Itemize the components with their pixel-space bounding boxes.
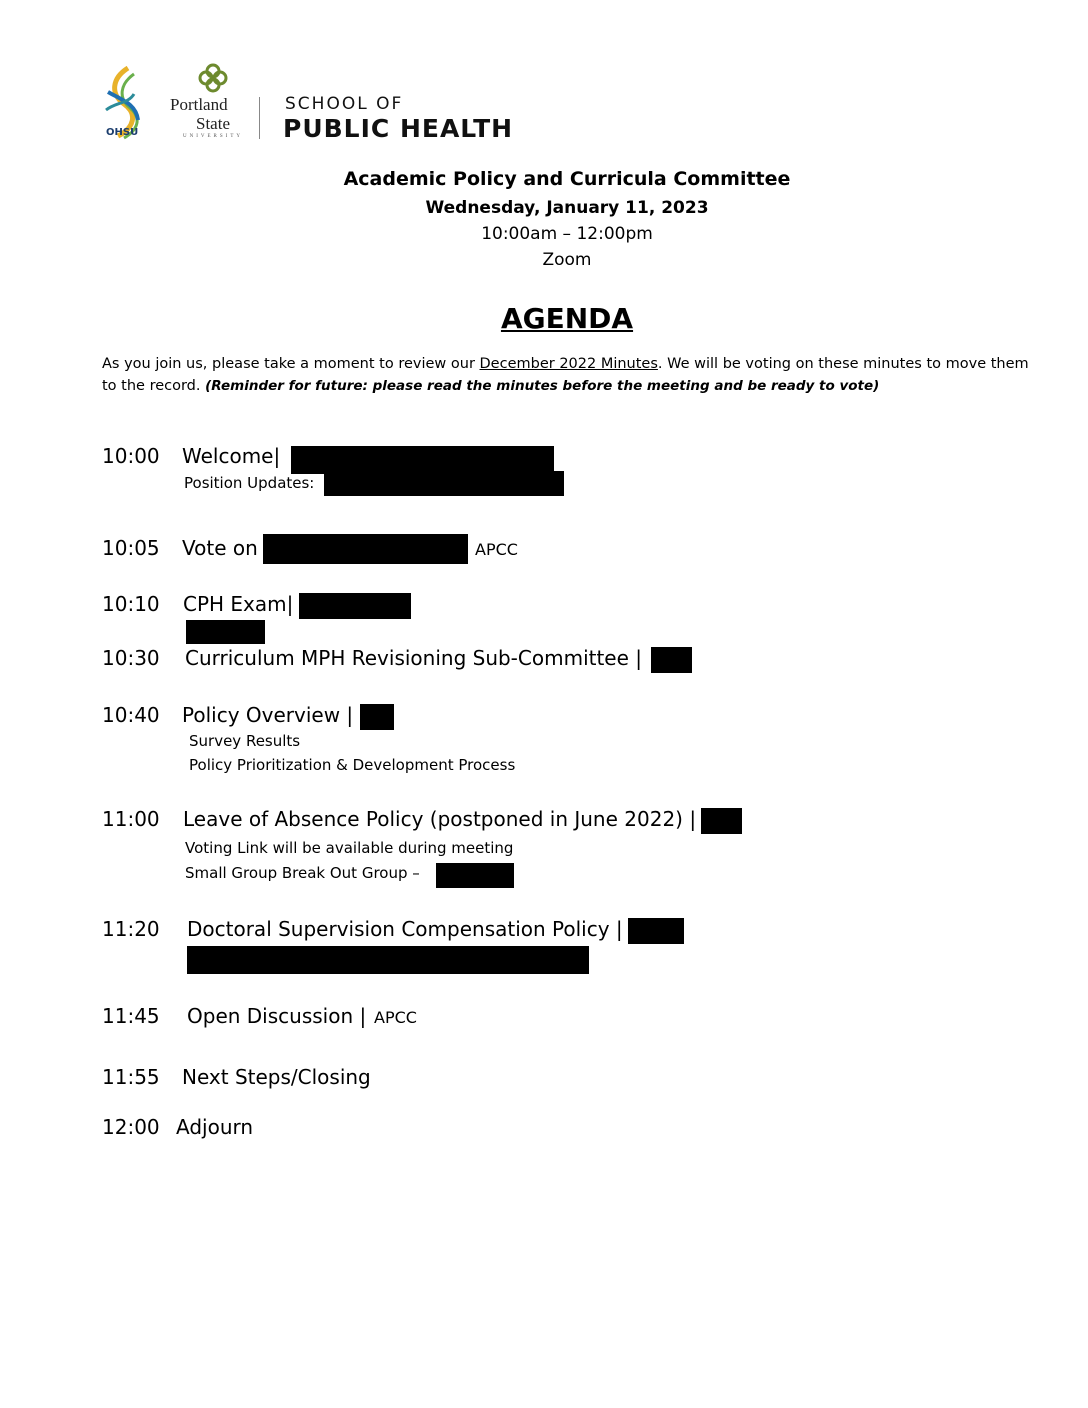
intro-reminder: (Reminder for future: please read the minutes before the meeting and be ready to vote) xyxy=(205,378,880,394)
redaction-box xyxy=(186,620,265,644)
intro-paragraph xyxy=(102,353,1037,397)
agenda-subitem: Small Group Break Out Group – xyxy=(185,864,420,882)
ohsu-label: OHSU xyxy=(106,127,139,138)
agenda-item-title: Next Steps/Closing xyxy=(182,1065,371,1089)
meeting-date: Wednesday, January 11, 2023 xyxy=(425,198,709,218)
public-health-label: PUBLIC HEALTH xyxy=(283,114,514,143)
agenda-item-title: Open Discussion | xyxy=(187,1004,367,1028)
agenda-item-title: Welcome| xyxy=(182,444,281,468)
agenda-subitem: Survey Results xyxy=(189,732,301,750)
committee-title: Academic Policy and Curricula Committee xyxy=(343,168,791,190)
agenda-item-owner: APCC xyxy=(475,540,518,559)
agenda-time: 10:00 xyxy=(102,444,160,468)
psu-wordmark-line1: Portland xyxy=(170,95,228,114)
agenda-time: 11:00 xyxy=(102,807,160,831)
agenda-item-title: Curriculum MPH Revisioning Sub-Committee | xyxy=(185,646,643,670)
agenda-item-title: Policy Overview | xyxy=(182,703,354,727)
meeting-location: Zoom xyxy=(542,250,592,270)
agenda-item-title: Vote on xyxy=(182,536,258,560)
redaction-box xyxy=(291,446,554,474)
meeting-time: 10:00am – 12:00pm xyxy=(481,224,653,244)
agenda-subitem: Position Updates: xyxy=(184,474,315,492)
agenda-item-title: CPH Exam| xyxy=(183,592,294,616)
intro-text-before: As you join us, please take a moment to review our xyxy=(102,356,480,372)
redaction-box xyxy=(360,704,394,730)
redaction-box xyxy=(436,863,514,888)
agenda-subitem: Voting Link will be available during meeting xyxy=(185,839,514,857)
school-of-label: SCHOOL OF xyxy=(285,94,404,114)
minutes-link[interactable]: December 2022 Minutes xyxy=(479,356,658,372)
redaction-box xyxy=(628,918,684,944)
redaction-box xyxy=(324,471,564,496)
agenda-subitem: Policy Prioritization & Development Process xyxy=(189,756,516,774)
agenda-time: 12:00 xyxy=(102,1115,160,1139)
intro-text-after: . We will be voting on these minutes to move them to the record. xyxy=(102,356,1029,394)
redaction-box xyxy=(299,593,411,619)
agenda-heading: AGENDA xyxy=(500,302,634,335)
agenda-time: 10:10 xyxy=(102,592,160,616)
agenda-item-title: Adjourn xyxy=(176,1115,254,1139)
redaction-box xyxy=(263,534,468,564)
redaction-box xyxy=(701,808,742,834)
agenda-item-title: Leave of Absence Policy (postponed in June 2022) | xyxy=(183,807,697,831)
redaction-box xyxy=(651,647,692,673)
agenda-item-owner: APCC xyxy=(374,1008,417,1027)
agenda-item-title: Doctoral Supervision Compensation Policy | xyxy=(187,917,623,941)
logo-divider xyxy=(259,97,260,139)
agenda-time: 11:45 xyxy=(102,1004,160,1028)
agenda-time: 11:55 xyxy=(102,1065,160,1089)
agenda-time: 10:30 xyxy=(102,646,160,670)
agenda-time: 10:05 xyxy=(102,536,160,560)
psu-wordmark-line3: UNIVERSITY xyxy=(183,134,243,139)
agenda-time: 10:40 xyxy=(102,703,160,727)
redaction-box xyxy=(187,946,589,974)
agenda-time: 11:20 xyxy=(102,917,160,941)
psu-wordmark-line2: State xyxy=(196,114,230,133)
